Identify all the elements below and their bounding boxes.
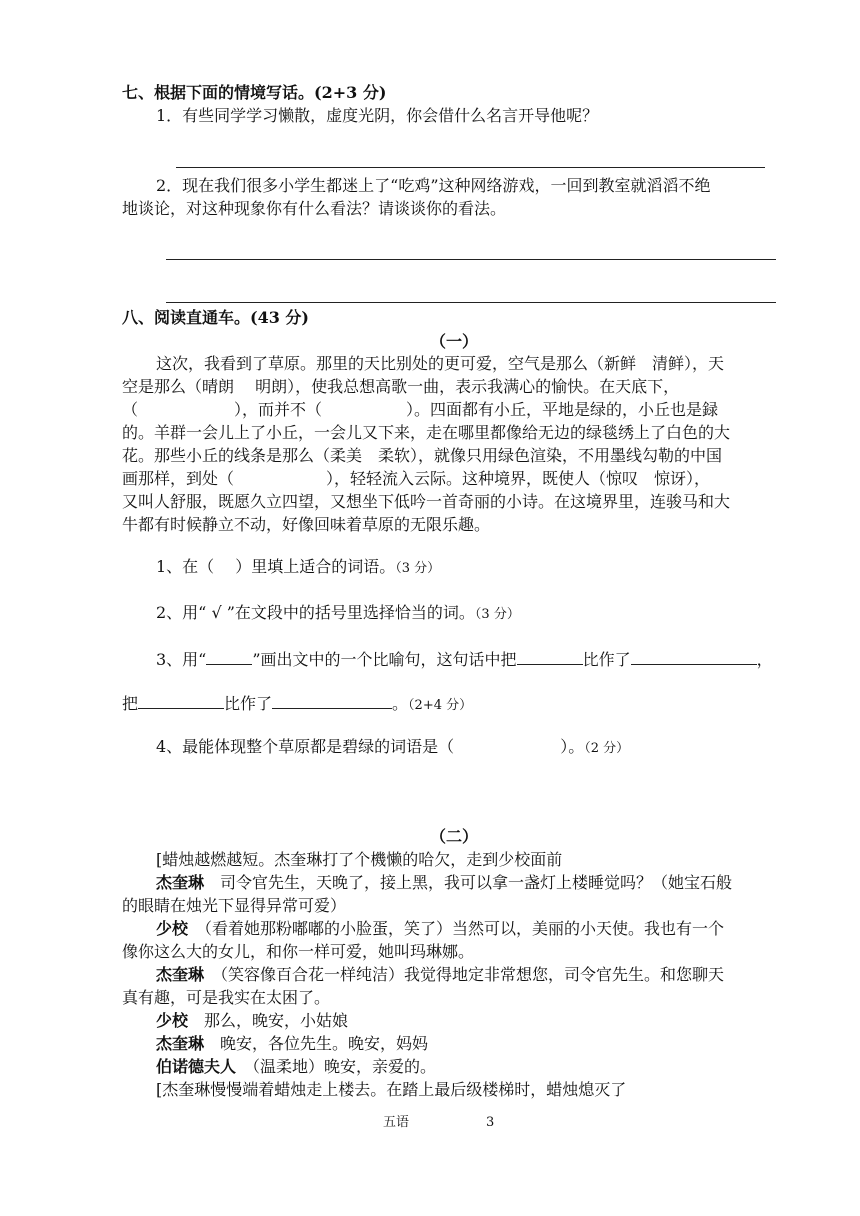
- dialogue-line: [156, 872, 732, 894]
- section-8-title: 八、阅读直通车。(43 分): [122, 308, 309, 327]
- dialogue-cont: 像你这么大的女儿，和你一样可爱，她叫玛琳娜。: [122, 942, 475, 961]
- part-2-heading: （二）: [430, 827, 479, 846]
- period: 。: [392, 694, 409, 713]
- answer-blank-3d[interactable]: [272, 692, 392, 709]
- answer-line-3[interactable]: [166, 302, 776, 303]
- answer-blank-3c[interactable]: [138, 692, 224, 709]
- score: （3 分）: [474, 607, 520, 622]
- passage-text: ），轻轻流入云际。这种境界，既使人（惊叹 惊讶），: [326, 469, 711, 488]
- sec7-question-1: 1．有些同学学习懒散，虚度光阴，你会借什么名言开导他呢？: [156, 106, 599, 125]
- question-text: ）。: [560, 737, 585, 756]
- passage-line: 牛都有时候静立不动，好像回味着草原的无限乐趣。: [122, 515, 491, 534]
- part1-question-2: [156, 602, 520, 626]
- dialogue-text: 司令官先生，天晚了，接上黑，我可以拿一盏灯上楼睡觉吗？（她宝石般: [204, 873, 733, 892]
- speaker-name: 杰奎琳: [156, 965, 205, 984]
- speaker-name: 杰奎琳: [156, 873, 205, 892]
- dialogue-text: 那么，晚安，小姑娘: [188, 1011, 349, 1030]
- score: （2+4 分）: [408, 698, 473, 713]
- passage-text: ）。四面都有小丘，平地是绿的，小丘也是録: [406, 400, 719, 419]
- dialogue-text: （笑容像百合花一样纯洁）我觉得地定非常想您，司令官先生。和您聊天: [204, 965, 725, 984]
- answer-line-1[interactable]: [176, 167, 765, 168]
- question-text: 2、用“ √ ”在文段中的括号里选择恰当的词。: [156, 603, 475, 622]
- part-1-heading: （一）: [430, 332, 479, 351]
- passage-line: 的。羊群一会儿上了小丘，一会儿又下来，走在哪里都像给无边的绿毯绣上了白色的大: [122, 423, 731, 442]
- part1-question-4: [156, 736, 629, 760]
- dialogue-cont: 真有趣，可是我实在太困了。: [122, 988, 331, 1007]
- passage-line: 花。那些小丘的线条是那么（柔美 柔软），就像只用绿色渲染，不用墨线勾勒的中国: [122, 446, 723, 465]
- dialogue-line: [156, 964, 724, 986]
- speaker-name: 少校: [156, 1011, 189, 1030]
- passage-line-with-blanks: [122, 399, 718, 421]
- stage-direction: [蜡烛越燃越短。杰奎琳打了个機懒的哈欠，走到少校面前: [156, 850, 563, 869]
- open-paren: （: [122, 400, 139, 419]
- passage-text: ），而并不（: [234, 400, 323, 419]
- score: （3 分）: [395, 561, 441, 576]
- question-text: 3、用“: [156, 650, 207, 669]
- question-text: 把: [122, 694, 139, 713]
- dialogue-text: （温柔地）晚安，亲爱的。: [236, 1057, 437, 1076]
- speaker-name: 少校: [156, 919, 189, 938]
- speaker-name: 杰奎琳: [156, 1034, 205, 1053]
- footer-subject: 五语: [383, 1115, 410, 1130]
- question-text: 1、在（ ）里填上适合的词语。: [156, 557, 396, 576]
- dialogue-cont: 的眼睛在烛光下显得异常可爱）: [122, 896, 347, 915]
- dialogue-line: [156, 1033, 428, 1055]
- answer-line-2[interactable]: [166, 259, 776, 260]
- question-text: 4、最能体现整个草原都是碧绿的词语是（: [156, 737, 455, 756]
- dialogue-text: 晚安，各位先生。晚安，妈妈: [204, 1034, 429, 1053]
- passage-line: 又叫人舒服，既愿久立四望，又想坐下低吟一首奇丽的小诗。在这境界里，连骏马和大: [122, 492, 731, 511]
- answer-blank-3b[interactable]: [631, 648, 757, 665]
- dialogue-text: （看着她那粉嘟嘟的小脸蛋，笑了）当然可以，美丽的小天使。我也有一个: [188, 919, 725, 938]
- dialogue-line: [156, 1056, 436, 1078]
- passage-text: 画那样，到处（: [122, 469, 235, 488]
- question-text: 比作了: [224, 694, 273, 713]
- footer-page-number: 3: [486, 1115, 495, 1130]
- dialogue-line: [156, 918, 724, 940]
- question-text: 比作了: [582, 650, 631, 669]
- speaker-name: 伯诺德夫人: [156, 1057, 237, 1076]
- passage-line-with-blank: [122, 468, 710, 490]
- comma: ，: [756, 650, 773, 669]
- sec7-question-2-line-1: 2．现在我们很多小学生都迷上了“吃鸡”这种网络游戏，一回到教室就滔滔不绝: [156, 176, 711, 195]
- stage-direction: [杰奎琳慢慢端着蜡烛走上楼去。在踏上最后级楼梯时，蜡烛熄灭了: [156, 1080, 627, 1099]
- underline-sample: [206, 648, 252, 665]
- part1-question-3-cont: [122, 692, 472, 717]
- sec7-question-2-line-2: 地谈论，对这种现象你有什么看法？请谈谈你的看法。: [122, 199, 507, 218]
- answer-blank-3a[interactable]: [517, 648, 583, 665]
- question-text: ”画出文中的一个比喻句，这句话中把: [252, 650, 517, 669]
- section-7-title: 七、根据下面的情境写话。(2+3 分): [122, 83, 387, 102]
- part1-question-1: [156, 556, 440, 580]
- dialogue-line: [156, 1010, 348, 1032]
- passage-line: 这次，我看到了草原。那里的天比别处的更可爱，空气是那么（新鲜 清鲜），天: [156, 354, 725, 373]
- part1-question-3: [156, 648, 773, 671]
- passage-line: 空是那么（晴朗 明朗），使我总想高歌一曲，表示我满心的愉快。在天底下，: [122, 377, 680, 396]
- score: （2 分）: [584, 741, 630, 756]
